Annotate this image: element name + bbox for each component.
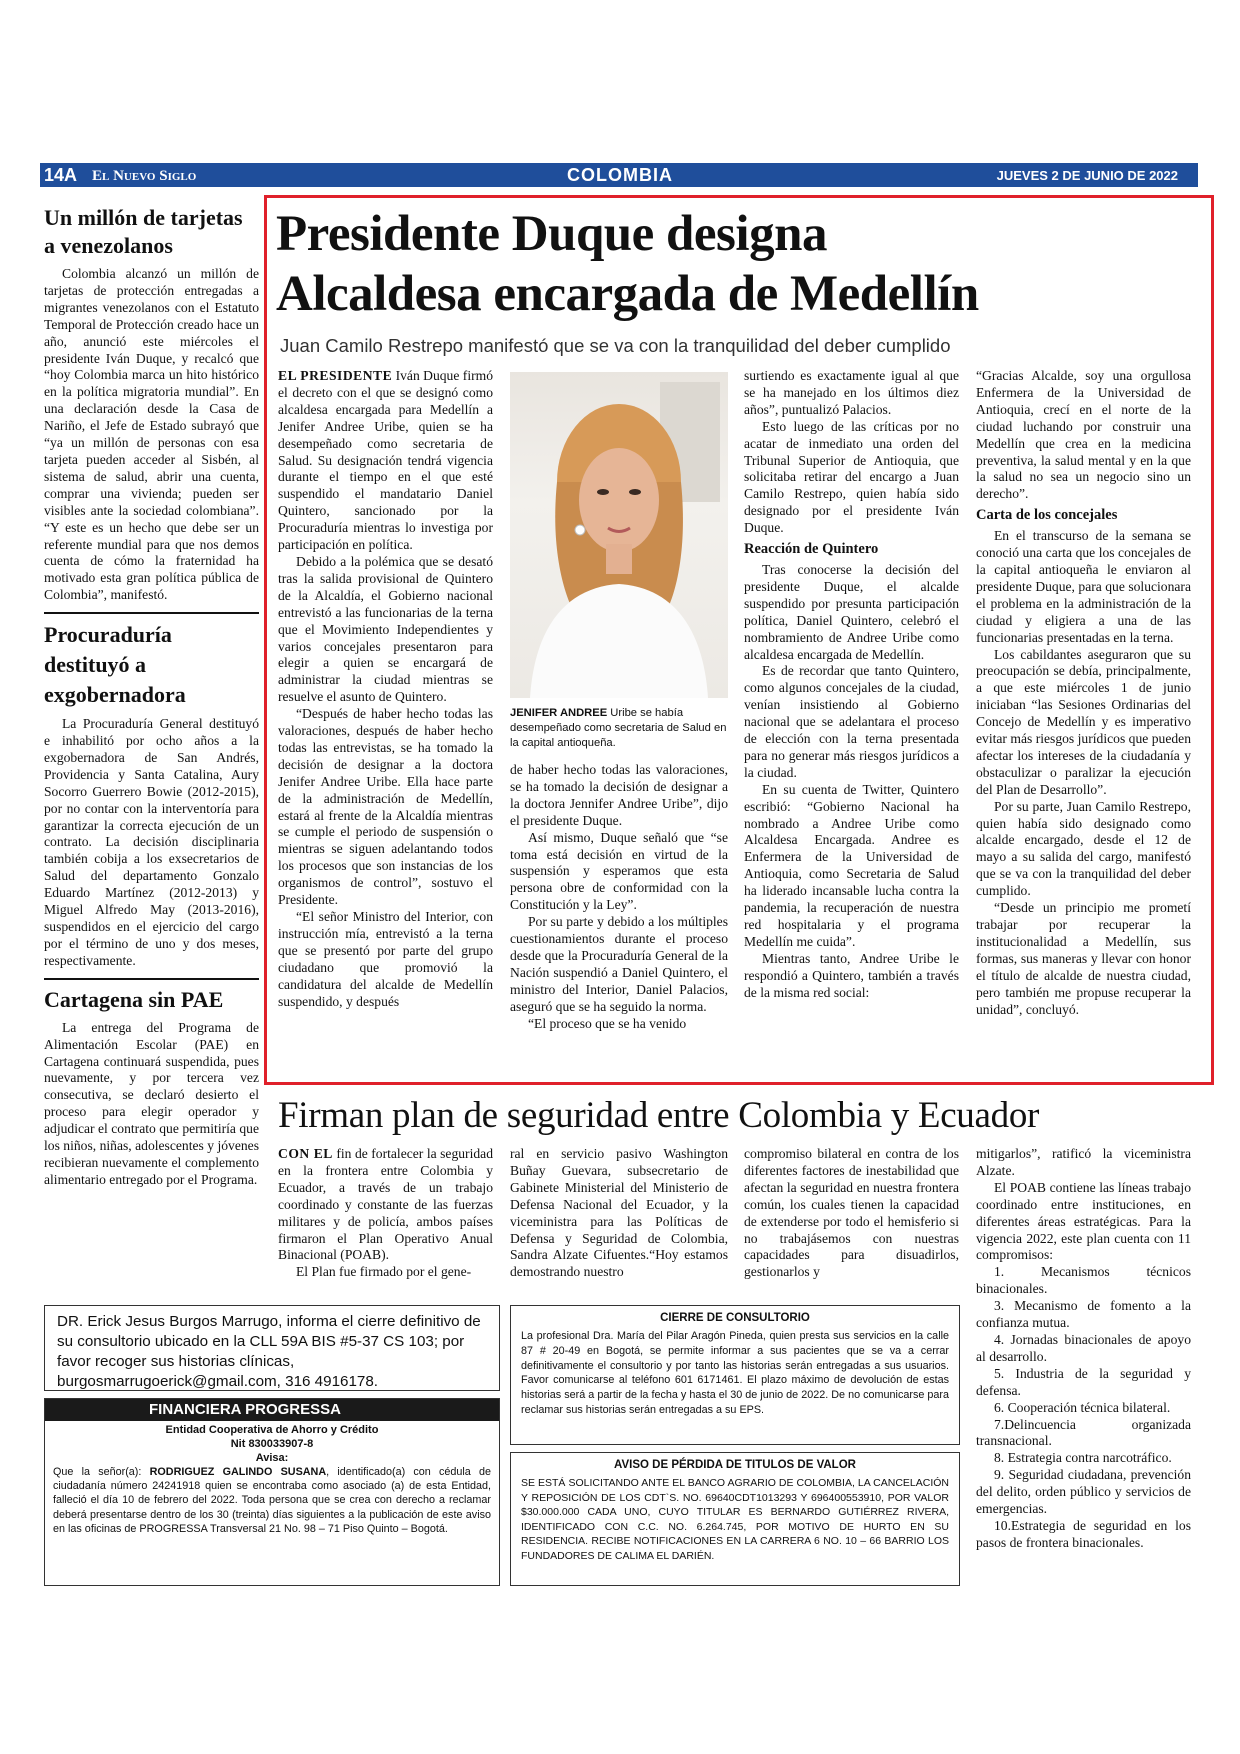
sidebar-headline-procuraduria: Procuraduría destituyó a exgobernadora [44, 622, 186, 708]
story2-headline: Firman plan de seguridad entre Colombia y Ecuador [278, 1095, 1040, 1136]
section-subhead: Carta de los concejales [976, 507, 1118, 524]
article-paragraph: “El señor Ministro del Interior, con instrucción mía, entrevistó a la terna que se presentó por parte del grupo ciudadano que promovió la candidatura del alcalde de Medellín suspendido, y después [278, 909, 493, 1009]
story2-column-2 [510, 1146, 728, 1281]
article-paragraph: “El proceso que se ha venido [528, 1015, 687, 1031]
article-paragraph: compromiso bilateral en contra de los diferentes factores de inestabilidad que afectan la seguridad en nuestra frontera común, los cuales tienen la capacidad de extenderse por todo el hemisferio si no trabajásemos con nuestras capacidades para disuadirlos, gestionarlos y [744, 1146, 959, 1280]
article-paragraph: de haber hecho todas las valoraciones, se ha tomado la decisión de designar a la doctora Jennifer Andree Uribe”, dijo el presidente Duque. [510, 762, 728, 828]
article-paragraph: Esto luego de las críticas por no acatar de inmediato una orden del Tribunal Superior de Antioquia, que solicitaba retirar del encargo a Juan Camilo Restrepo, quien había sido designado por el presidente Iván Duque. [744, 418, 959, 536]
list-item: 4. Jornadas binacionales de apoyo al desarrollo. [976, 1331, 1191, 1364]
notice-body: Que la señor(a): RODRIGUEZ GALINDO SUSANA, identificado(a) con cédula de ciudadanía número 24241918 quien se encontraba como asociado (a) de esta Entidad, falleció el día 10 de febrero del 2022. Toda persona que se crea con derecho a reclamar deberá presentarse dentro de los 30 (treinta) días siguientes a la publicación de este aviso en las oficinas de PROGRESSA Transversal 21 No. 98 – 71 Piso Quinto – Bogotá. [53, 1466, 492, 1535]
article-paragraph: Tras conocerse la decisión del presidente Duque, el alcalde suspendido por presunta participación política, Daniel Quintero, celebró el nombramiento de Andree Uribe como alcaldesa encargada de Medellín. [744, 561, 959, 662]
article-paragraph: Así mismo, Duque señaló que “se toma está decisión en virtud de la suspensión y esperamos que esta persona obre de conformidad con la Constitución y la Ley”. [510, 829, 728, 913]
list-item: 9. Seguridad ciudadana, prevención del delito, orden público y servicios de emergencias. [976, 1467, 1191, 1517]
article-paragraph: fin de fortalecer la seguridad en la frontera entre Colombia y Ecuador, a través de un trabajo coordinado y constante de las fuerzas militares y de policía, ambos países firmaron el Plan Operativo Anual Binacional (POAB). [278, 1146, 493, 1263]
main-headline-line-1: Presidente Duque designa [276, 206, 827, 262]
notice-perdida-titulos [510, 1452, 960, 1586]
story2-column-1 [278, 1146, 493, 1281]
main-column-1 [278, 368, 493, 1010]
article-paragraph: Por su parte y debido a los múltiples cuestionamientos durante el proceso desde que la Procuraduría General de la Nación suspendió a Daniel Quintero, el ministro del Interior, Daniel Palacios, aseguró que se ha seguido la norma. [510, 914, 728, 1014]
article-paragraph: Los cabildantes aseguraron que su preocupación se debía, principalmente, a que este miércoles 1 de junio iniciaban “las Sesiones Ordinarias del Concejo de Medellín y es imperativo evitar más riesgos jurídicos que pueden afectar los intereses de la ciudadanía y obstaculizar o paralizar la ejecución del Plan de Desarrollo”. [976, 646, 1191, 797]
article-paragraph: El Plan fue firmado por el gene- [296, 1264, 472, 1280]
caption-text: Uribe se había desempeñado como secretaria de Salud en la capital antioqueña. [510, 707, 727, 749]
commitments-list [976, 1264, 1191, 1551]
article-paragraph: En su cuenta de Twitter, Quintero escribió: “Gobierno Nacional ha nombrado a Andree Uribe como Alcaldesa Encargada. Andree es Enfermera de la Universidad de Antioquia, como Secretaria de Salud ha liderado incansable lucha contra la pandemia, la recuperación de nuestra red hospitalaria y el programa Medellín me cuida”. [744, 781, 959, 949]
sidebar-paragraph: Colombia alcanzó un millón de tarjetas de protección entregadas a migrantes venezolanos con el Estatuto Temporal de Protección creado hace un año, anunció este miércoles el presidente Iván Duque, y recalcó que “hoy Colombia marca un hito histórico en la política migratoria mundial”. En una declaración desde la Casa de Nariño, el Jefe de Estado subrayó que “ya un millón de personas con esa tarjeta pueden acceder al Sisbén, al sistema de salud, abrir una cuenta, comprar una vivienda; pueden ser visibles ante la sociedad colombiana”. “Y este es un hecho que debe ser un referente mundial para que nos demos cuenta de cómo la fraternidad ha motivado esta gran política pública de Colombia”, manifestó. [44, 266, 259, 603]
story2-column-3 [744, 1146, 959, 1281]
main-column-2 [510, 762, 728, 1033]
lead-in: EL PRESIDENTE [278, 368, 393, 383]
main-column-3 [744, 368, 959, 1002]
portrait-photo [510, 372, 728, 698]
notice-body: La profesional Dra. María del Pilar Aragón Pineda, quien presta sus servicios en la calle 87 # 20-49 en Bogotá, se permite informar a sus pacientes que se va a cerrar definitivamente el consultorio y por tanto las historias serán entregadas a sus usuarios. Favor comunicarse al teléfono 601 6171461. El plazo máximo de devolución de estas historias será a partir de la fecha y hasta el 30 de junio de 2022. De no comunicarse para reclamar sus historias serán entregadas a su EPS. [521, 1330, 949, 1416]
notice-text: DR. Erick Jesus Burgos Marrugo, informa el cierre definitivo de su consultorio ubicado en la CLL 59A BIS #5-37 CS 103; por favor recoger sus historias clínicas, burgosmarrugoerick@gmail.com, 316 4916178. [57, 1313, 481, 1390]
list-item: 6. Cooperación técnica bilateral. [994, 1399, 1171, 1415]
main-subhead: Juan Camilo Restrepo manifestó que se va con la tranquilidad del deber cumplido [280, 335, 951, 356]
portrait-illustration [510, 372, 728, 698]
story2-column-4 [976, 1146, 1191, 1552]
list-item: 3. Mecanismo de fomento a la confianza mutua. [976, 1298, 1191, 1331]
article-paragraph: ral en servicio pasivo Washington Buñay Guevara, subsecretario de Gabinete Ministerial del Ministerio de Defensa Nacional del Ecuador, y la viceministra para las Políticas de Defensa y Seguridad de Colombia, Sandra Alzate Cifuentes.“Hoy estamos demostrando nuestro [510, 1146, 728, 1280]
list-item: 8. Estrategia contra narcotráfico. [994, 1450, 1172, 1466]
article-paragraph: Mientras tanto, Andree Uribe le respondió a Quintero, también a través de la misma red social: [744, 950, 959, 1000]
article-paragraph: Por su parte, Juan Camilo Restrepo, quien había sido designado como alcalde encargado, desde el 12 de mayo a su salida del cargo, manifestó que se va con la tranquilidad del deber cumplido. [976, 798, 1191, 899]
sidebar-headline-tarjetas: Un millón de tarjetas a venezolanos [44, 205, 243, 258]
article-paragraph: Es de recordar que tanto Quintero, como algunos concejales de la ciudad, venían insistiendo al Gobierno nacional que se adelantara el proceso de elección con la terna presentada para no generar más riesgos jurídicos a la ciudad. [744, 663, 959, 780]
main-headline [276, 204, 1196, 324]
issue-date: JUEVES 2 DE JUNIO DE 2022 [996, 168, 1178, 183]
article-paragraph: Iván Duque firmó el decreto con el que se designó como alcaldesa encargada para Medellín a Jenifer Andree Uribe, quien se ha desempeñado como secretaria de Salud. Su designación tendrá vigencia durante el tiempo en el que esté suspendido el mandatario Daniel Quintero, sancionado por la Procuraduría mientras lo investiga por participación en política. [278, 368, 493, 553]
list-item: 10.Estrategia de seguridad en los pasos de frontera binacionales. [976, 1517, 1191, 1550]
paper-name: El Nuevo Siglo [92, 168, 197, 184]
sidebar [44, 204, 259, 1189]
list-item: 1. Mecanismos técnicos binacionales. [976, 1264, 1191, 1297]
caption-lead: JENIFER ANDREE [510, 707, 608, 719]
list-item: 5. Industria de la seguridad y defensa. [976, 1365, 1191, 1398]
notice-header: AVISO DE PÉRDIDA DE TITULOS DE VALOR [614, 1459, 856, 1471]
article-paragraph: Debido a la polémica que se desató tras la salida provisional de Quintero de la Alcaldía, el Gobierno nacional entrevistó a las funcionarias de la terna que el Movimiento Independientes y varios concejales presentaron para elegir a quien se encargará de administrar la ciudad mientras se resuelve el asunto de Quintero. [278, 553, 493, 705]
photo-caption [510, 706, 728, 751]
notice-burgos [44, 1305, 500, 1391]
article-paragraph: surtiendo es exactamente igual al que se ha manejado en los últimos diez años”, puntualizó Palacios. [744, 368, 959, 417]
section-name: COLOMBIA [567, 165, 673, 185]
article-paragraph: En el transcurso de la semana se conoció una carta que los concejales de la capital antioqueña le enviaron al presidente Duque, para que solucionara el problema en la administración de la ciudad y eligiera a una de las funcionarias presentadas en la terna. [976, 528, 1191, 645]
notice-header: FINANCIERA PROGRESSA [45, 1399, 499, 1421]
article-paragraph: El POAB contiene las líneas trabajo coordinado entre instituciones, en diferentes áreas estratégicas. Para la vigencia 2022, este plan cuenta con 11 compromisos: [976, 1179, 1191, 1263]
sidebar-paragraph: La Procuraduría General destituyó e inhabilitó por ocho años a la exgobernadora de San Andrés, Providencia y Santa Catalina, Aury Socorro Guerrero Bowie (2012-2015), por no contar con la interventoría para garantizar la correcta ejecución de un contrato. La decisión disciplinaria también cobija a los exsecretarios de Salud del departamento Gonzalo Eduardo Martínez (2012-2013) y Miguel Alfredo May (2013-2016), suspendidos en el ejercicio del cargo por el término de uno y dos meses, respectivamente. [44, 716, 259, 968]
article-paragraph: “Desde un principio me prometí trabajar por recuperar la institucionalidad a Medellín, sus formas, sus maneras y llevar con honor el título de alcalde de nuestra ciudad, pero también me propuse recuperar la unidad”, concluyó. [976, 900, 1191, 1017]
notice-body: SE ESTÁ SOLICITANDO ANTE EL BANCO AGRARIO DE COLOMBIA, LA CANCELACIÓN Y REPOSICIÓN DE LOS CDT`S. NO. 69640CDT1013293 Y 696400553910, POR VALOR $30.000.000 CADA UNO, CUYO TITULAR ES BERNARDO GUTIÉRREZ RIVERA, IDENTIFICADO CON C.C. NO. 6.264.745, POR MOTIVO DE HURTO EN SU RESIDENCIA. RECIBE NOTIFICACIONES EN LA CARRERA 6 NO. 10 – 66 BARRIO LOS FUNDADORES DE CALIMA EL DARIÉN. [521, 1477, 949, 1562]
notice-subline: Entidad Cooperativa de Ahorro y Crédito [165, 1424, 379, 1436]
main-column-4 [976, 368, 1191, 1018]
sidebar-divider [44, 978, 259, 980]
sidebar-headline-cartagena: Cartagena sin PAE [44, 986, 224, 1012]
notice-subline: Avisa: [255, 1452, 289, 1464]
section-subhead: Reacción de Quintero [744, 541, 879, 558]
notice-header: CIERRE DE CONSULTORIO [660, 1312, 810, 1324]
notice-cierre-consultorio [510, 1305, 960, 1445]
article-paragraph: mitigarlos”, ratificó la viceministra Alzate. [976, 1146, 1191, 1178]
list-item: 7.Delincuencia organizada transnacional. [976, 1416, 1191, 1449]
article-paragraph: “Gracias Alcalde, soy una orgullosa Enfermera de la Universidad de Antioquia, crecí en el norte de la ciudad luchando por construir una Medellín que crea en la medicina preventiva, la salud mental y en la que la salud no sea un negocio sino un derecho”. [976, 368, 1191, 502]
notice-progressa [44, 1398, 500, 1586]
article-paragraph: “Después de haber hecho todas las valoraciones, después de haber hecho todas las entrevistas, se ha tomado la decisión de designar a la doctora Jenifer Andree Uribe. Ella hace parte de la administración de Medellín, estará al frente de la Alcaldía mientras se cumple el periodo de suspensión o mientras se siguen adelantando todos los procesos que son instancias de los organismos de control”, sostuvo el Presidente. [278, 706, 493, 908]
lead-in: CON EL [278, 1146, 333, 1161]
main-headline-line-2: Alcaldesa encargada de Medellín [276, 266, 979, 322]
notice-subline: Nit 830033907-8 [230, 1438, 314, 1450]
sidebar-divider [44, 612, 259, 614]
sidebar-paragraph: La entrega del Programa de Alimentación Escolar (PAE) en Cartagena continuará suspendida, pues nuevamente, y por tercera vez consecutiva, se declaró desierto el proceso para elegir operador y adjudicar el contrato que permitiría que los niños, niñas, adolescentes y jóvenes recibieran nuevamente el complemento alimentario entregado por el Programa. [44, 1019, 259, 1187]
page-number: 14A [44, 165, 78, 185]
